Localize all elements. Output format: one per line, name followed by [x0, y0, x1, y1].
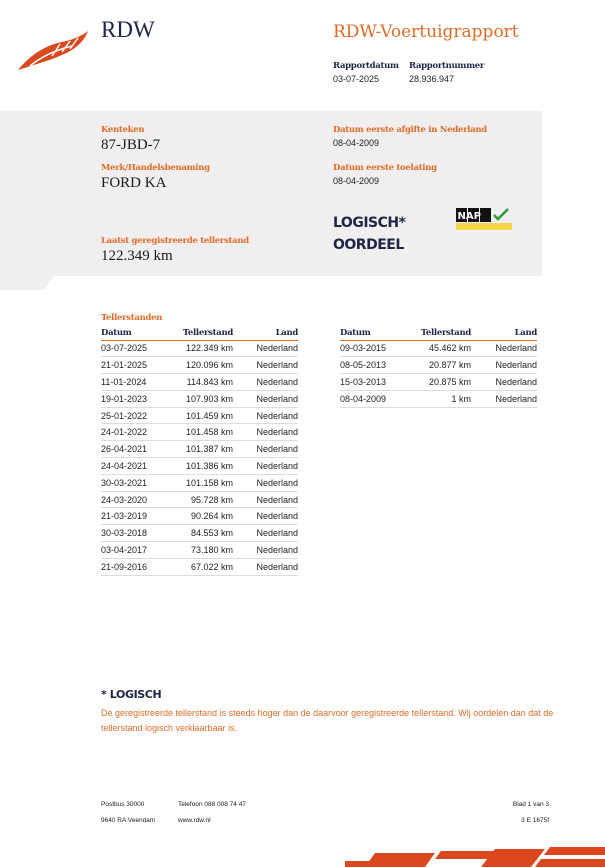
- reading-country: Nederland: [471, 390, 537, 407]
- col-header-km: Tellerstand: [171, 328, 233, 340]
- odometer-field: [101, 236, 249, 265]
- reading-country: Nederland: [233, 390, 298, 407]
- reading-date: 21-03-2019: [101, 508, 171, 525]
- table-row: [101, 374, 298, 391]
- footer-page: Blad 1 van 3: [512, 801, 549, 808]
- reading-date: 30-03-2021: [101, 474, 171, 491]
- reading-date: 03-07-2025: [101, 340, 171, 357]
- readings-title: Tellerstanden: [101, 313, 163, 323]
- report-date: 03-07-2025: [333, 74, 380, 84]
- reading-km: 20.875 km: [410, 374, 471, 391]
- footer-phone: Telefoon 088 008 74 47: [178, 801, 246, 808]
- table-row: [101, 508, 298, 525]
- reading-country: Nederland: [233, 474, 298, 491]
- nap-checkmark-icon: [456, 208, 512, 230]
- reading-date: 19-01-2023: [101, 390, 171, 407]
- table-row: [101, 474, 298, 491]
- nap-logo-text: NAP: [457, 211, 481, 222]
- reading-km: 67.022 km: [171, 558, 233, 575]
- reading-country: Nederland: [233, 374, 298, 391]
- report-title: RDW-Voertuigrapport: [333, 22, 519, 42]
- col-header-date: Datum: [101, 328, 171, 340]
- reading-km: 95.728 km: [171, 491, 233, 508]
- reading-date: 03-04-2017: [101, 542, 171, 559]
- reading-date: 24-03-2020: [101, 491, 171, 508]
- reading-km: 120.096 km: [171, 357, 233, 374]
- table-row: [101, 542, 298, 559]
- reading-km: 107.903 km: [171, 390, 233, 407]
- verdict: [333, 212, 405, 256]
- reading-km: 101.386 km: [171, 458, 233, 475]
- reading-date: 11-01-2024: [101, 374, 171, 391]
- reading-date: 09-03-2015: [340, 340, 410, 357]
- footer-postcode: 9640 RA Veendam: [101, 817, 156, 824]
- first-nl-label: Datum eerste afgifte in Nederland: [333, 125, 487, 135]
- make-field: [101, 163, 210, 192]
- readings-table-right: [340, 328, 537, 408]
- table-row: [101, 558, 298, 575]
- reading-country: Nederland: [233, 491, 298, 508]
- table-row: [340, 374, 537, 391]
- first-admission-label: Datum eerste toelating: [333, 163, 437, 173]
- reading-date: 24-04-2021: [101, 458, 171, 475]
- col-header-country: Land: [233, 328, 298, 340]
- report-number-block: [409, 60, 484, 86]
- rdw-stripes-icon: [345, 847, 605, 867]
- reading-km: 1 km: [410, 390, 471, 407]
- table-row: [101, 407, 298, 424]
- table-row: [101, 491, 298, 508]
- reading-country: Nederland: [233, 542, 298, 559]
- reading-date: 25-01-2022: [101, 407, 171, 424]
- reading-date: 21-01-2025: [101, 357, 171, 374]
- footnote-title: * LOGISCH: [101, 688, 162, 701]
- first-admission-value: 08-04-2009: [333, 176, 380, 186]
- reading-date: 26-04-2021: [101, 441, 171, 458]
- reading-km: 90.264 km: [171, 508, 233, 525]
- reading-km: 20.877 km: [410, 357, 471, 374]
- reading-country: Nederland: [471, 357, 537, 374]
- verdict-line1: LOGISCH*: [333, 215, 406, 231]
- reading-date: 15-03-2013: [340, 374, 410, 391]
- reading-country: Nederland: [233, 558, 298, 575]
- footer-code: 3 E 1675f: [521, 817, 549, 824]
- footer-postbus: Postbus 30000: [101, 801, 145, 808]
- table-row: [101, 390, 298, 407]
- footer-web-link[interactable]: www.rdw.nl: [178, 817, 211, 824]
- reading-country: Nederland: [471, 340, 537, 357]
- reading-country: Nederland: [233, 357, 298, 374]
- reading-km: 122.349 km: [171, 340, 233, 357]
- verdict-line2: OORDEEL: [333, 237, 404, 253]
- table-row: [101, 458, 298, 475]
- reading-km: 73.180 km: [171, 542, 233, 559]
- reading-km: 45.462 km: [410, 340, 471, 357]
- odometer-label: Laatst geregistreerde tellerstand: [101, 236, 249, 246]
- table-row: [101, 441, 298, 458]
- reading-country: Nederland: [233, 525, 298, 542]
- reading-country: Nederland: [471, 374, 537, 391]
- first-nl-value: 08-04-2009: [333, 138, 380, 148]
- table-row: [101, 424, 298, 441]
- reading-country: Nederland: [233, 508, 298, 525]
- reading-date: 08-04-2009: [340, 390, 410, 407]
- readings-table-left: [101, 328, 298, 576]
- report-number: 28.936.947: [409, 74, 455, 84]
- report-date-block: [333, 60, 399, 86]
- plate-value: 87-JBD-7: [101, 137, 161, 153]
- reading-country: Nederland: [233, 424, 298, 441]
- col-header-date: Datum: [340, 328, 410, 340]
- reading-km: 101.387 km: [171, 441, 233, 458]
- make-value: FORD KA: [101, 175, 167, 191]
- reading-country: Nederland: [233, 441, 298, 458]
- col-header-country: Land: [471, 328, 537, 340]
- reading-km: 84.553 km: [171, 525, 233, 542]
- first-nl-field: [333, 125, 487, 148]
- table-row: [340, 390, 537, 407]
- reading-country: Nederland: [233, 340, 298, 357]
- footer-page-info: [513, 797, 549, 829]
- rdw-logo-icon: [16, 30, 90, 72]
- table-row: [340, 340, 537, 357]
- first-admission-field: [333, 163, 437, 186]
- table-row: [101, 525, 298, 542]
- reading-country: Nederland: [233, 407, 298, 424]
- col-header-km: Tellerstand: [410, 328, 471, 340]
- reading-date: 30-03-2018: [101, 525, 171, 542]
- reading-km: 114.843 km: [171, 374, 233, 391]
- reading-km: 101.458 km: [171, 424, 233, 441]
- reading-km: 101.158 km: [171, 474, 233, 491]
- plate-field: [101, 125, 160, 154]
- reading-date: 08-05-2013: [340, 357, 410, 374]
- brand-name: RDW: [101, 17, 155, 42]
- footnote-text: De geregistreerde tellerstand is steeds hoger dan de daarvoor geregistreerde tellerstand. Wij oordelen dan dat de tellerstand logisch verklaarbaar is.: [101, 708, 554, 733]
- report-date-label: Rapportdatum: [333, 61, 399, 71]
- table-row: [340, 357, 537, 374]
- make-label: Merk/Handelsbenaming: [101, 163, 210, 173]
- reading-date: 24-01-2022: [101, 424, 171, 441]
- plate-label: Kenteken: [101, 125, 145, 135]
- panel-tab-decoration: [0, 276, 542, 290]
- odometer-value: 122.349 km: [101, 248, 173, 264]
- reading-date: 21-09-2016: [101, 558, 171, 575]
- footer-address: [101, 797, 155, 829]
- table-row: [101, 357, 298, 374]
- reading-km: 101.459 km: [171, 407, 233, 424]
- footer-contact: [178, 797, 246, 829]
- table-row: [101, 340, 298, 357]
- report-number-label: Rapportnummer: [409, 61, 485, 71]
- reading-country: Nederland: [233, 458, 298, 475]
